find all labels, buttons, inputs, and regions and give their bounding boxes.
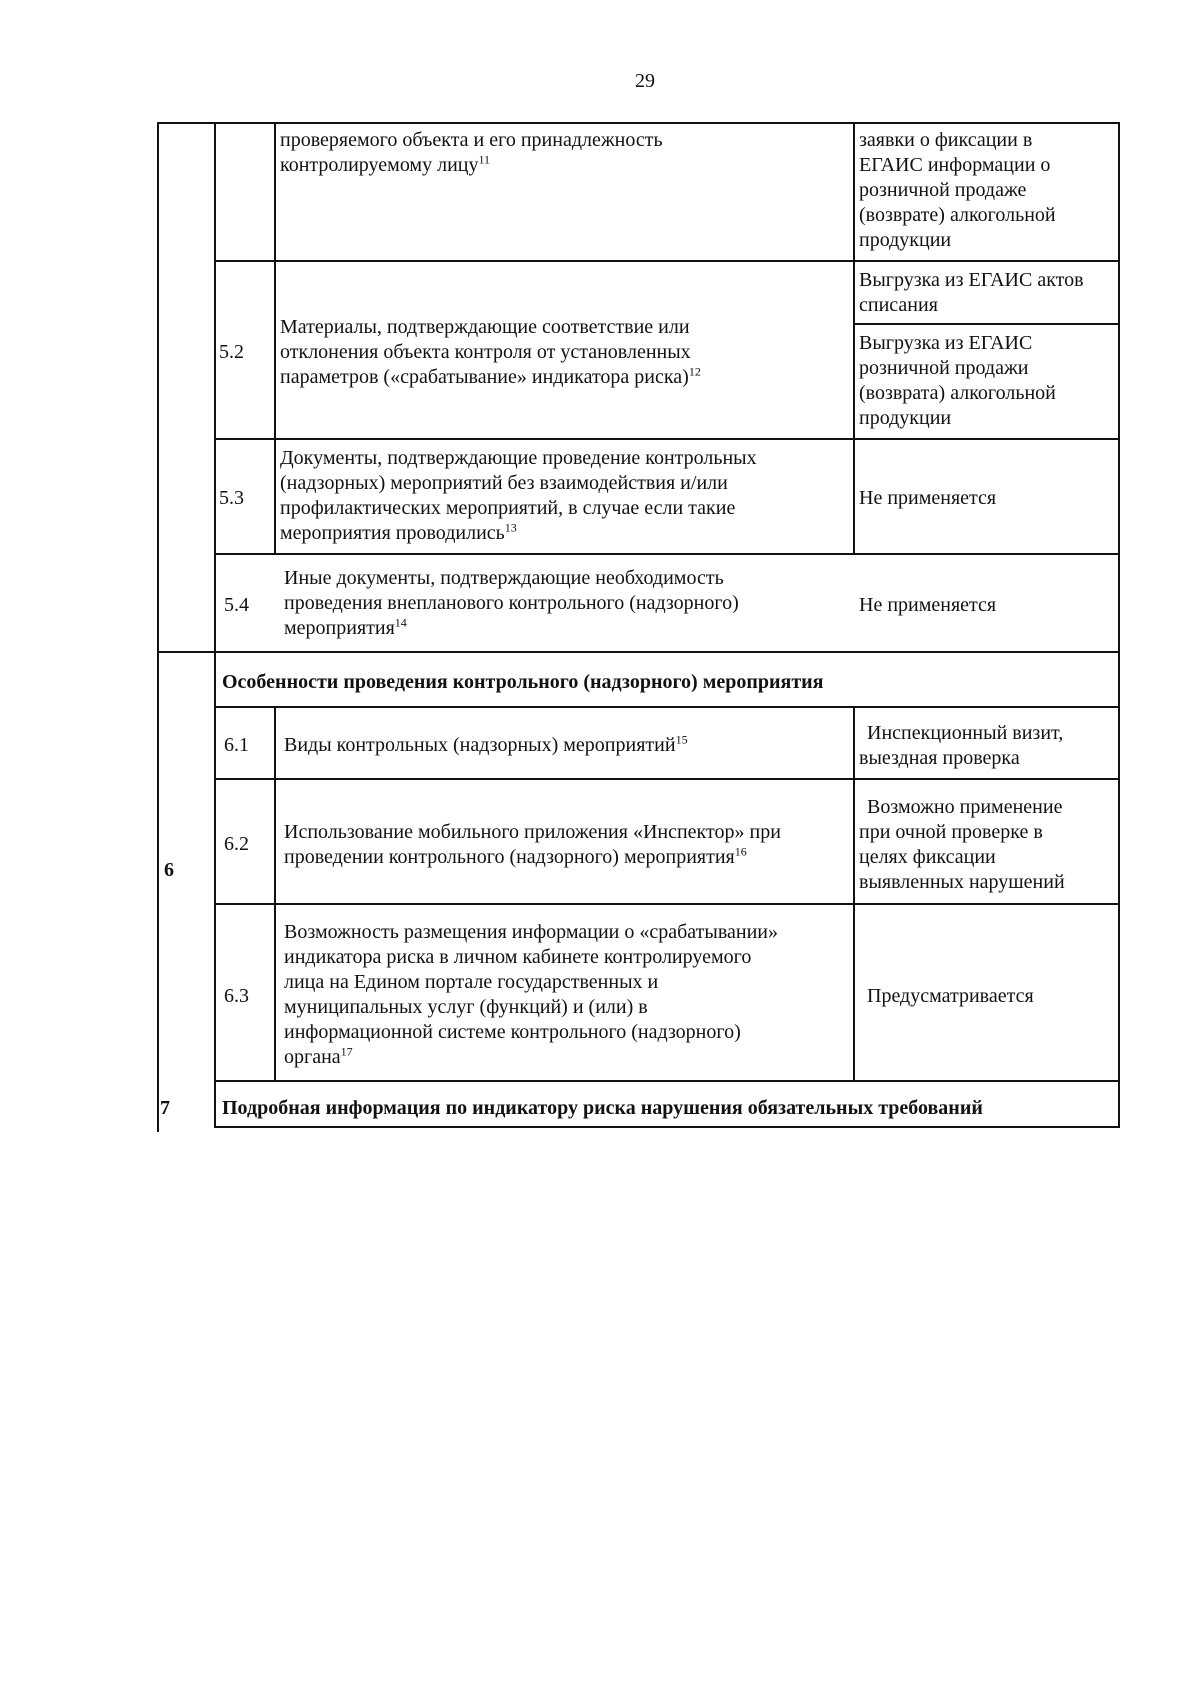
row-6-3-number: 6.3 [224,985,249,1007]
text-line: проведения внепланового контрольного (надзорного) [284,592,739,614]
row-6-1-value [859,721,1063,771]
row-5-3-source: Не применяется [859,487,997,509]
footnote-ref: 16 [734,844,747,859]
text-line: проверяемого объекта и его принадлежность [280,129,663,151]
text-line: мероприятия$^{14}$ [284,615,407,639]
row-5-2-source-a [859,268,1084,318]
section-7-number: 7 [160,1097,170,1119]
text-line: индикатора риска в личном кабинете контролируемого [284,946,752,968]
text-line: контролируемому лицу$^{11}$ [280,152,491,176]
row-6-2-description [284,820,781,870]
page-number: 29 [635,70,655,92]
text-line: (надзорных) мероприятий без взаимодействия и/или [280,472,728,494]
text-line: профилактических мероприятий, в случае если такие [280,497,736,519]
text-line: (возврата) алкогольной [859,382,1056,404]
footnote-ref: 14 [394,615,407,630]
text-line: заявки о фиксации в [859,129,1033,151]
row-5-4-number: 5.4 [224,594,249,616]
text-line: выездная проверка [859,747,1020,769]
text-line: розничной продажи [859,357,1029,379]
text-line: Использование мобильного приложения «Инспектор» при [284,821,781,843]
text-line: Возможно применение [867,796,1063,818]
text-line: информационной системе контрольного (надзорного) [284,1021,741,1043]
text-line: списания [859,294,938,316]
section-6-header: Особенности проведения контрольного (надзорного) мероприятия [222,671,824,693]
row-5-4-source: Не применяется [859,594,997,616]
text-line: Выгрузка из ЕГАИС актов [859,269,1084,291]
text-line: продукции [859,229,952,251]
footnote-ref: 17 [340,1044,353,1059]
text-line: Инспекционный визит, [867,722,1064,744]
footnote-ref: 13 [504,520,517,535]
section-6-number: 6 [164,859,174,881]
row-5-1-source [859,128,1056,253]
row-6-3-value: Предусматривается [867,985,1034,1007]
text-line: при очной проверке в [859,821,1043,843]
row-5-1-description [280,128,663,178]
row-6-2-number: 6.2 [224,833,249,855]
text-line: Материалы, подтверждающие соответствие или [280,316,690,338]
text-line: ЕГАИС информации о [859,154,1051,176]
text-line: Выгрузка из ЕГАИС [859,332,1033,354]
text-line: лица на Едином портале государственных и [284,971,659,993]
row-5-2-number: 5.2 [219,341,244,363]
row-5-2-description [280,315,701,390]
text-line: выявленных нарушений [859,871,1065,893]
text-line: отклонения объекта контроля от установленных [280,341,691,363]
footnote-ref: 11 [478,152,491,167]
text-line: Документы, подтверждающие проведение контрольных [280,447,757,469]
text-line: органа$^{17}$ [284,1044,353,1068]
text-line: целях фиксации [859,846,996,868]
row-6-1-description: Виды контрольных (надзорных) мероприятий$^{15}$ [284,732,688,756]
text-line: Иные документы, подтверждающие необходимость [284,567,724,589]
footnote-ref: 15 [675,732,688,747]
text-line: продукции [859,407,952,429]
text-line: проведении контрольного (надзорного) мероприятия$^{16}$ [284,844,747,868]
text-line: мероприятия проводились$^{13}$ [280,520,517,544]
footnote-ref: 12 [688,364,701,379]
row-5-2-source-b [859,331,1056,431]
row-6-1-number: 6.1 [224,734,249,756]
text-line: розничной продаже [859,179,1027,201]
section-7-header: Подробная информация по индикатору риска нарушения обязательных требований [222,1097,983,1119]
row-6-3-description [284,920,778,1070]
row-5-3-number: 5.3 [219,487,244,509]
row-6-2-value [859,795,1065,895]
row-5-4-description [284,566,739,641]
row-5-3-description [280,446,757,546]
text-line: Возможность размещения информации о «срабатывании» [284,921,778,943]
text-line: (возврате) алкогольной [859,204,1056,226]
text-line: муниципальных услуг (функций) и (или) в [284,996,648,1018]
text-line: параметров («срабатывание» индикатора риска)$^{12}$ [280,364,701,388]
